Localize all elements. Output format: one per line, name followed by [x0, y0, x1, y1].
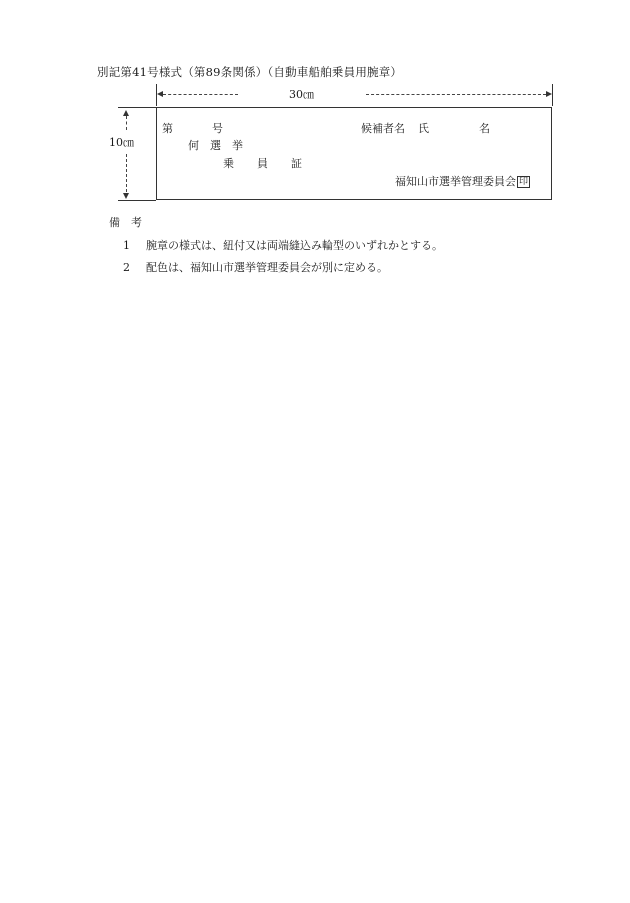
width-dim-right-tick	[552, 84, 553, 106]
name-label-second: 名	[479, 122, 490, 135]
issuer-text: 福知山市選挙管理委員会	[395, 175, 516, 188]
cert-char-3: 証	[291, 157, 302, 170]
height-dim-dash-bottom	[126, 154, 127, 192]
name-label-first: 氏	[418, 122, 429, 135]
arrow-down-icon	[123, 193, 129, 199]
height-dim-bottom-tick	[118, 200, 156, 201]
form-title: 別記第41号様式（第89条関係）（自動車船舶乗員用腕章）	[97, 65, 403, 79]
cert-char-2: 員	[257, 157, 268, 170]
height-dim-top-tick	[118, 107, 156, 108]
width-label: 30㎝	[289, 88, 314, 101]
number-label-prefix: 第	[162, 122, 173, 135]
width-dim-dash-right	[366, 94, 546, 95]
seal-mark: 印	[519, 177, 529, 187]
issuer-name	[395, 176, 530, 188]
arrow-right-icon	[546, 91, 552, 97]
candidate-label: 候補者名	[361, 122, 405, 135]
election-char-2: 選	[210, 139, 221, 152]
cert-char-1: 乗	[223, 157, 234, 170]
note-1-text: 腕章の様式は、紐付又は両端縫込み輪型のいずれかとする。	[146, 239, 443, 252]
width-dim-dash-left	[163, 94, 238, 95]
election-char-3: 挙	[232, 139, 243, 152]
notes-heading: 備 考	[109, 216, 142, 229]
note-2-text: 配色は、福知山市選挙管理委員会が別に定める。	[146, 261, 388, 274]
height-dim-dash-top	[126, 116, 127, 130]
height-label: 10㎝	[109, 136, 134, 149]
note-2-number: 2	[123, 261, 130, 274]
election-char-1: 何	[188, 139, 199, 152]
note-1-number: 1	[123, 239, 130, 252]
number-label-suffix: 号	[212, 122, 223, 135]
